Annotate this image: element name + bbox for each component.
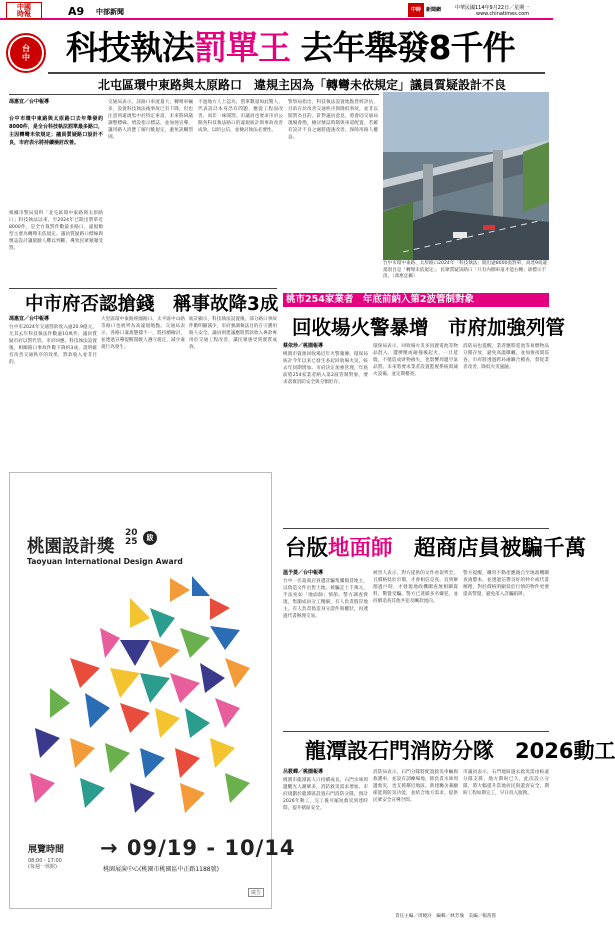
- lead-col3: 不過地方人士認為，罰單數量如此驚人，代表設計本身恐有問題，應從工程面改善，而非一味開罰。市議員也要求市府公開各科技執法路口的違規統計與事故改善成效，以昭公信，並檢討執法必要性。: [198, 100, 283, 133]
- s5-top-rule: [283, 731, 549, 732]
- masthead: [0, 0, 553, 20]
- lead-subheadline: 北屯區環中東路與太原路口 違規主因為「轉彎未依規定」議員質疑設計不良: [98, 78, 507, 92]
- story4-headline-part1: 台版: [285, 536, 329, 561]
- viaduct-photo: [383, 92, 549, 260]
- region-stamp: [10, 37, 42, 69]
- date-line: 中華民國114年9月22日／星期一: [455, 5, 530, 11]
- ad-label: 廣告: [248, 888, 264, 897]
- story3-col3: 消防局也提醒，業者應將電池等易燃物品分開存放，避免高溫曝曬，並加強夜間巡查。市府將透過跨局處聯合稽查，督促業者改善，降低火災風險。: [463, 344, 549, 370]
- design-award-ad[interactable]: [9, 472, 296, 909]
- ad-time-label: 展覽時間: [28, 845, 65, 855]
- logo-line2: 時報: [17, 10, 31, 18]
- section-number: A9: [68, 5, 85, 18]
- story5-headline[interactable]: 龍潭設石門消防分隊 2026動工: [305, 739, 615, 763]
- story4-headline[interactable]: [285, 531, 586, 562]
- story2-byline: 馮惠宜／台中報導: [9, 316, 50, 322]
- ad-hours: 08:00 - 17:00 (每週一休館): [28, 858, 62, 870]
- story5-col3: 市議員表示，石門地區過去救災需由較遠分隊支援，地方期盼已久，此次設立分隊，將大幅提升當地居民與遊客安全，期盼工程如期完工，早日投入服務。: [463, 770, 549, 796]
- story5-col1: 桃園市龍潭區人口持續成長，石門水庫周邊觀光人潮眾多，消防救災需求增加。市府規劃於龍潭區設置石門消防分隊，預計2026年動工，完工後可縮短救災到達時間，提升轄區安全。: [283, 778, 368, 811]
- story5-byline: 呂筱蟬／桃園報導: [283, 769, 324, 775]
- story2-headline[interactable]: 中市府否認搶錢 稱事故降3成: [25, 294, 279, 315]
- ad-year: [125, 529, 138, 547]
- ad-year-bottom: 25: [125, 537, 138, 547]
- ad-dates: → 09/19 - 10/14: [100, 836, 296, 860]
- s4-top-rule: [283, 528, 549, 529]
- story4-byline: 溫予菱／台中報導: [283, 570, 324, 576]
- story3-kicker: 桃市254家業者 年底前納入第2波管制對象: [283, 293, 549, 307]
- brand-badge[interactable]: 中時: [408, 3, 424, 17]
- lead-headline[interactable]: [66, 29, 514, 67]
- story3-headline[interactable]: 回收場火警暴增 市府加強列管: [292, 316, 566, 339]
- ad-venue: 桃園展演中心(桃園市桃園區中正路1188號): [103, 866, 219, 873]
- stamp-line2: 中: [22, 53, 30, 62]
- story5-col2: 消防局表示，石門分隊將配置救災車輛與救護車，並設有訓練場地，除負責水庫周邊救災，也支援鄰近地區。新建廳舍兼顧節能與防災功能，並結合地方需求，提供民眾安全宣導空間。: [373, 770, 458, 803]
- story2-col3: 統計顯示，科技執法設置後，部分路口事故件數明顯減少，市府強調執法目的在守護用路人安全。議員則建議應將罰款收入專款專用於交通工程改善，讓民眾感受到實質成效。: [189, 317, 277, 350]
- brand-name: 新聞網: [426, 7, 442, 13]
- lead-photo[interactable]: [383, 92, 549, 260]
- issue-date: [455, 5, 529, 17]
- geometric-bird-artwork: [10, 568, 273, 833]
- story3-col1: 桃園市資源回收場近年火警頻傳，環保局統計今年以來已發生多起回收場火災，較去年同期增加。市府決定加強管理，年底前將254家業者納入第2波管制對象，要求落實消防安全與分類貯存。: [283, 352, 368, 385]
- ad-english-title: Taoyuan International Design Award: [27, 557, 183, 566]
- stamp-line1: 台: [22, 44, 30, 53]
- s2-top-rule: [9, 288, 277, 289]
- lead-headline-part1: 科技執法: [66, 28, 194, 67]
- headline-rule: [48, 72, 545, 74]
- ad-title: 桃園設計獎: [27, 537, 115, 557]
- lead-summary: 台中市環中東路與太原路口去年舉發約8000件，是全台科技執法罰單最多路口，主因轉彎未依規定；議員質疑路口設計不良，市府表示將持續檢討改善。: [9, 115, 103, 209]
- lead-headline-highlight: 罰單王: [194, 28, 290, 67]
- site-url[interactable]: www.chinatimes.com: [475, 11, 530, 17]
- story4-col2: 被害人表示，對方提供的文件看似齊全，且價格低於市價，才會相信是真。直到辦理過戶時，才發現地政機關查無相關資料，驚覺受騙。警方已逮捕多名嫌犯，並持續追查其他共犯及贓款流向。: [373, 571, 458, 604]
- story3-byline: 蔡依珍／桃園報導: [283, 343, 324, 349]
- lead-headline-part2: 去年舉發8千件: [290, 28, 515, 67]
- story2-col1: 台中市2024年交通罰款收入逾20.9億元，尤其去年科技執法件數逾10萬件，議員質疑市府以罰代管。市府回應，科技執法設置後，相關路口事故件數下降約3成，證明確有改善交通秩序的效果，罰款收入並非目的。: [9, 325, 97, 365]
- story4-col1: 台中一名超商店員遭詐騙集團假冒地主，以偽造文件出售土地，被騙走上千萬元，手法宛如「地面師」情節。警方調查發現，集團成員分工精細，有人負責假冒地主，有人負責偽造身分證件與權狀，再透過代書辦理交易。: [283, 579, 368, 619]
- lead-col2: 交通局表示，該路口車流量大，轉彎車輛多，設置科技執法後事故已有下降，但也注意到違規集中於特定車道，未來將研議調整標線、增設指示標誌，並加強宣導，讓用路人清楚了解行駛規定，避免誤觸罰則。: [108, 100, 193, 140]
- ad-year-top: 20: [125, 528, 138, 538]
- lead-byline: 馮惠宜／台中報導: [9, 99, 50, 105]
- lead-col4: 警察局指出，科技執法設置地點皆經評估，目的在於改善交通秩序與降低事故，並非以開罰為目的。針對議員意見，將會同交通局現場會勘，檢討號誌時制與車道配置，若確有設計不良之處將儘速改善，保障用路人權益。: [288, 100, 378, 140]
- section-name: 中部新聞: [96, 8, 124, 16]
- story2-col2: 大里區環中東路經國路口、太平區中山路等路口也被列為高違規地點。交通局表示，各路口違規態樣不一，將持續檢討，並透過宣導提醒駕駛人遵守規定，減少違規行為發生。: [101, 317, 185, 350]
- story4-headline-part2: 超商店員被騙千萬: [392, 536, 587, 561]
- page-credits: 責任主編／周曉玲 編輯／林芳瑜 美編／楊茜蓉: [395, 914, 497, 919]
- story4-col3: 警方提醒，購買不動產應親自至地政機關查詢謄本，並透過信譽良好的仲介或代書辦理，對於價格明顯低於行情的物件更要提高警覺，避免落入詐騙陷阱。: [463, 571, 549, 597]
- newspaper-logo[interactable]: [6, 2, 42, 19]
- lead-photo-caption: 台中市環中東路、太原路口2024年「科技執法」開出逾8000張罰單，高達9成違規項目是「轉彎未依規定」，民眾質疑該路口「只有內側車道才能右轉」卻標示不清。（馮惠宜攝）: [383, 261, 548, 279]
- story4-headline-highlight: 地面師: [328, 536, 393, 561]
- award-seal-icon: 跋: [143, 531, 157, 545]
- lead-col1: 根據市警局資料「北屯區環中東路與太原路口」科技執法以來，至2024年已開出罰單近8000件，是全台裁罰件數最多路口，違規類型主要為轉彎未依規定。議員質疑路口標線與號誌設計讓駕駛人難以判斷，導致民眾頻頻受罰。: [9, 211, 103, 251]
- logo-line1: 中國: [17, 3, 31, 11]
- story3-col2: 環保局表示，回收場火災多因鋰電池等物品混入，遭擠壓或碰撞後起火，一旦延燒，不僅造成財物損失，也影響周邊空氣品質。未來將要求業者設置監視系統與滅火設備，並定期稽查。: [373, 344, 458, 377]
- sub-rule: [9, 94, 379, 95]
